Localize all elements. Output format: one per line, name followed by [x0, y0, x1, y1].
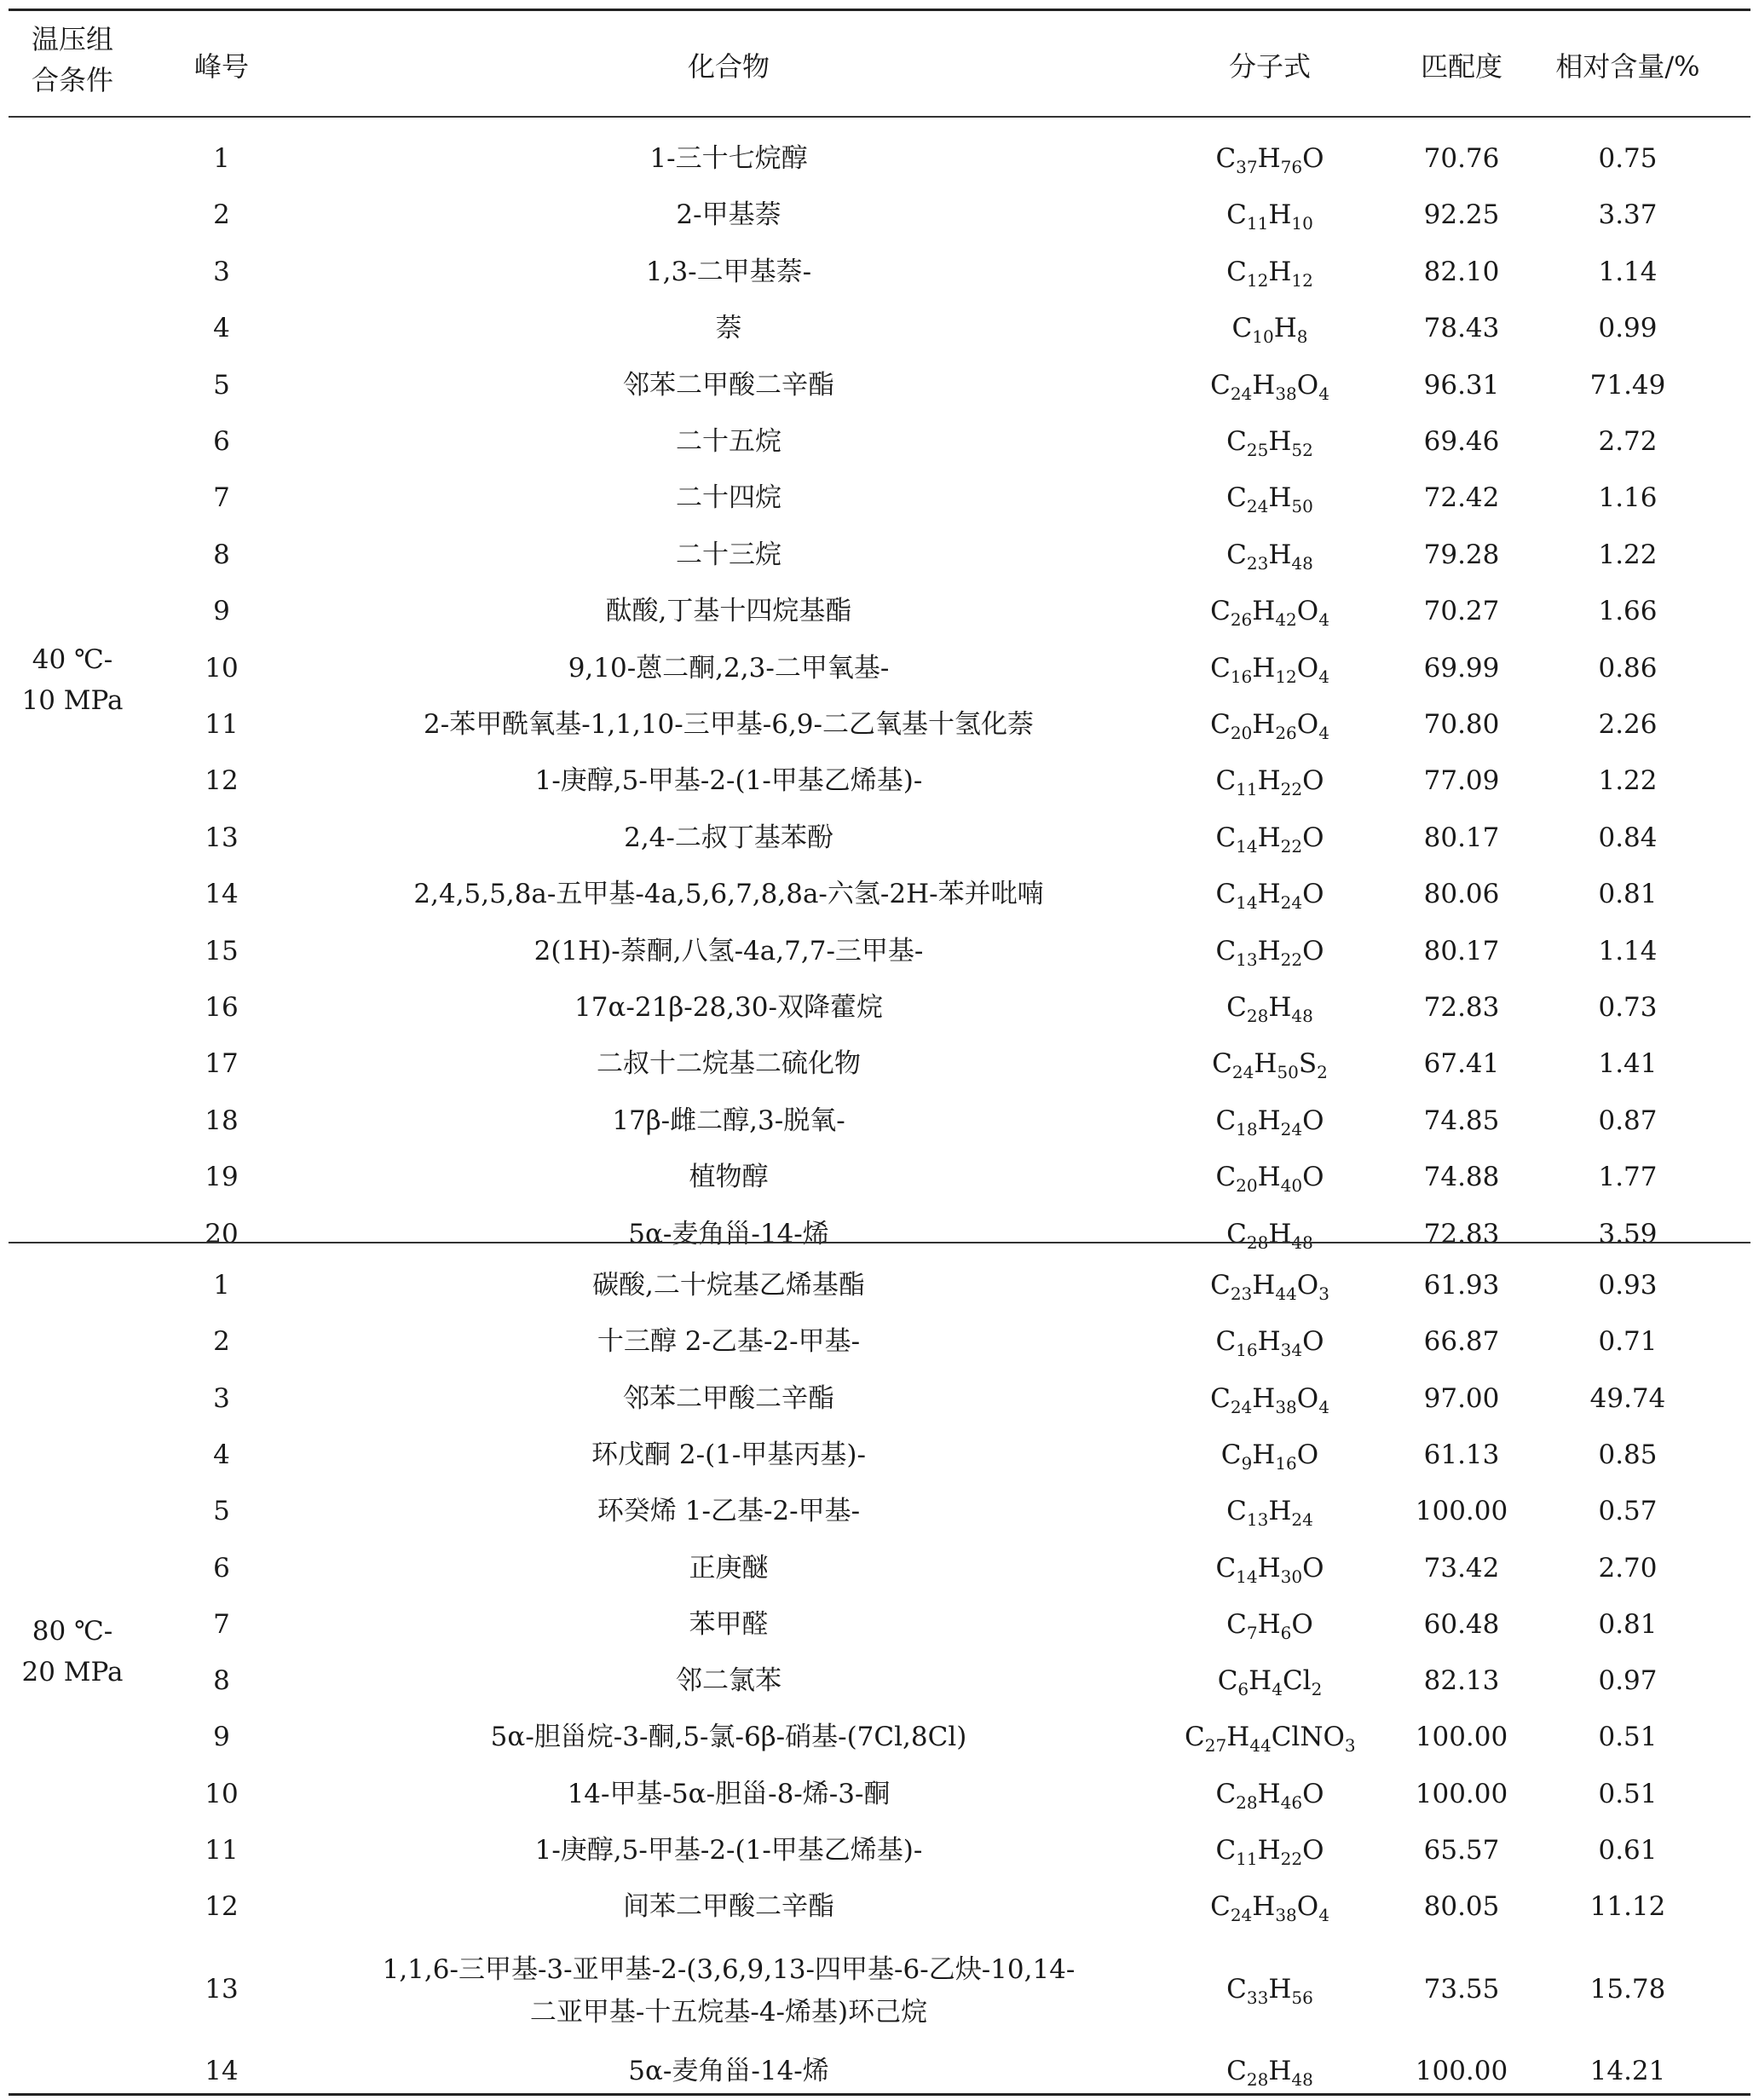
match-score: 82.10: [1423, 257, 1500, 287]
compound-name: 17α-21β-28,30-双降藿烷: [574, 992, 883, 1023]
peak-number: 13: [205, 1974, 239, 2005]
peak-number: 9: [213, 1722, 230, 1752]
match-score: 80.05: [1423, 1891, 1500, 1922]
compound-name: 二十五烷: [676, 426, 781, 457]
relative-content: 0.73: [1598, 992, 1658, 1023]
match-score: 72.83: [1423, 992, 1500, 1023]
peak-number: 10: [205, 653, 239, 684]
match-score: 100.00: [1415, 1779, 1508, 1809]
peak-number: 2: [213, 199, 230, 230]
bottom-rule: [9, 2093, 1750, 2096]
molecular-formula: $C_{18}H_{24}O$: [1215, 1105, 1324, 1139]
compound-name: 碳酸,二十烷基乙烯基酯: [592, 1270, 865, 1301]
header-formula: 分子式: [1228, 50, 1311, 83]
peak-number: 12: [205, 765, 239, 796]
relative-content: 49.74: [1589, 1383, 1666, 1414]
match-score: 92.25: [1423, 199, 1500, 230]
header-compound: 化合物: [687, 50, 770, 83]
compound-name: 14-甲基-5α-胆甾-8-烯-3-酮: [567, 1779, 891, 1809]
molecular-formula: $C_{28}H_{46}O$: [1215, 1779, 1324, 1813]
relative-content: 0.71: [1598, 1326, 1658, 1357]
relative-content: 3.59: [1598, 1219, 1658, 1249]
match-score: 96.31: [1423, 370, 1500, 401]
peak-number: 5: [213, 370, 230, 401]
match-score: 78.43: [1423, 313, 1500, 343]
relative-content: 0.61: [1598, 1835, 1658, 1866]
match-score: 74.85: [1423, 1105, 1500, 1136]
relative-content: 11.12: [1589, 1891, 1666, 1922]
peak-number: 6: [213, 1553, 230, 1584]
peak-number: 2: [213, 1326, 230, 1357]
peak-number: 1: [213, 1270, 230, 1301]
match-score: 70.27: [1423, 596, 1500, 626]
peak-number: 3: [213, 257, 230, 287]
peak-number: 8: [213, 539, 230, 570]
molecular-formula: $C_6H_4Cl_2$: [1217, 1665, 1323, 1699]
match-score: 70.80: [1423, 709, 1500, 740]
peak-number: 14: [205, 879, 239, 909]
molecular-formula: $C_{10}H_8$: [1231, 313, 1308, 347]
compound-name: 1,1,6-三甲基-3-亚甲基-2-(3,6,9,13-四甲基-6-乙炔-10,14- 二亚甲基-十五烷基-4-烯基)环己烷: [382, 1954, 1076, 2028]
compound-name: 萘: [715, 313, 742, 343]
peak-number: 19: [205, 1162, 239, 1192]
peak-number: 1: [213, 143, 230, 174]
peak-number: 11: [205, 1835, 239, 1866]
peak-number: 11: [205, 709, 239, 740]
molecular-formula: $C_{20}H_{26}O_4$: [1210, 709, 1329, 743]
molecular-formula: $C_{11}H_{10}$: [1226, 199, 1313, 234]
compound-name: 5α-麦角甾-14-烯: [628, 1219, 829, 1249]
header-peak: 峰号: [193, 50, 249, 83]
molecular-formula: $C_{28}H_{48}$: [1226, 992, 1313, 1026]
match-score: 69.99: [1423, 653, 1500, 684]
compound-name: 二十三烷: [676, 539, 781, 570]
compound-name: 二十四烷: [676, 482, 781, 513]
molecular-formula: $C_{20}H_{40}O$: [1215, 1162, 1324, 1196]
relative-content: 0.51: [1598, 1722, 1658, 1752]
peak-number: 7: [213, 1609, 230, 1640]
match-score: 80.17: [1423, 822, 1500, 853]
match-score: 100.00: [1415, 1722, 1508, 1752]
top-rule: [9, 9, 1750, 11]
compound-name: 邻二氯苯: [676, 1665, 781, 1696]
molecular-formula: $C_{13}H_{24}$: [1226, 1496, 1313, 1530]
match-score: 72.83: [1423, 1219, 1500, 1249]
peak-number: 3: [213, 1383, 230, 1414]
molecular-formula: $C_{24}H_{50}S_2$: [1212, 1048, 1328, 1082]
match-score: 100.00: [1415, 1496, 1508, 1526]
molecular-formula: $C_{11}H_{22}O$: [1215, 1835, 1324, 1869]
compound-name: 2,4-二叔丁基苯酚: [624, 822, 833, 853]
compound-name: 邻苯二甲酸二辛酯: [623, 370, 834, 401]
compound-name: 2,4,5,5,8a-五甲基-4a,5,6,7,8,8a-六氢-2H-苯并吡喃: [413, 879, 1044, 909]
peak-number: 9: [213, 596, 230, 626]
molecular-formula: $C_{16}H_{34}O$: [1215, 1326, 1324, 1360]
compound-name: 间苯二甲酸二辛酯: [623, 1891, 834, 1922]
molecular-formula: $C_{27}H_{44}ClNO_3$: [1185, 1722, 1356, 1756]
match-score: 82.13: [1423, 1665, 1500, 1696]
compound-name: 1-庚醇,5-甲基-2-(1-甲基乙烯基)-: [534, 765, 923, 796]
peak-number: 18: [205, 1105, 239, 1136]
match-score: 61.13: [1423, 1439, 1500, 1470]
molecular-formula: $C_{24}H_{50}$: [1226, 482, 1313, 516]
molecular-formula: $C_{14}H_{24}O$: [1215, 879, 1324, 913]
relative-content: 0.75: [1598, 143, 1658, 174]
header-condition: 温压组 合条件: [31, 23, 113, 96]
compound-name: 2-苯甲酰氧基-1,1,10-三甲基-6,9-二乙氧基十氢化萘: [424, 709, 1034, 740]
condition-label: 80 ℃- 20 MPa: [21, 1616, 124, 1688]
molecular-formula: $C_{13}H_{22}O$: [1215, 936, 1324, 970]
compound-name: 5α-麦角甾-14-烯: [628, 2056, 829, 2086]
relative-content: 0.85: [1598, 1439, 1658, 1470]
peak-number: 15: [205, 936, 239, 966]
match-score: 60.48: [1423, 1609, 1500, 1640]
relative-content: 0.86: [1598, 653, 1658, 684]
match-score: 80.17: [1423, 936, 1500, 966]
match-score: 69.46: [1423, 426, 1500, 457]
relative-content: 1.14: [1598, 257, 1658, 287]
compound-name: 酞酸,丁基十四烷基酯: [605, 596, 852, 626]
match-score: 73.42: [1423, 1553, 1500, 1584]
peak-number: 14: [205, 2056, 239, 2086]
molecular-formula: $C_{28}H_{48}$: [1226, 2056, 1313, 2090]
relative-content: 0.81: [1598, 879, 1658, 909]
relative-content: 0.57: [1598, 1496, 1658, 1526]
molecular-formula: $C_7H_6O$: [1226, 1609, 1313, 1643]
match-score: 73.55: [1423, 1974, 1500, 2005]
match-score: 66.87: [1423, 1326, 1500, 1357]
molecular-formula: $C_{11}H_{22}O$: [1215, 765, 1324, 799]
compound-name: 正庚醚: [689, 1553, 769, 1584]
peak-number: 6: [213, 426, 230, 457]
compound-name: 2(1H)-萘酮,八氢-4a,7,7-三甲基-: [533, 936, 924, 966]
compound-name: 5α-胆甾烷-3-酮,5-氯-6β-硝基-(7Cl,8Cl): [490, 1722, 967, 1752]
molecular-formula: $C_{24}H_{38}O_4$: [1210, 370, 1329, 404]
relative-content: 2.72: [1598, 426, 1658, 457]
peak-number: 7: [213, 482, 230, 513]
peak-number: 4: [213, 1439, 230, 1470]
molecular-formula: $C_{26}H_{42}O_4$: [1210, 596, 1329, 630]
compound-name: 17β-雌二醇,3-脱氧-: [612, 1105, 845, 1136]
relative-content: 0.81: [1598, 1609, 1658, 1640]
molecular-formula: $C_9H_{16}O$: [1220, 1439, 1319, 1474]
relative-content: 0.51: [1598, 1779, 1658, 1809]
group-divider: [9, 1242, 1750, 1243]
match-score: 67.41: [1423, 1048, 1500, 1079]
relative-content: 1.22: [1598, 765, 1658, 796]
molecular-formula: $C_{33}H_{56}$: [1226, 1974, 1313, 2008]
compound-name: 邻苯二甲酸二辛酯: [623, 1383, 834, 1414]
molecular-formula: $C_{37}H_{76}O$: [1215, 143, 1324, 177]
match-score: 70.76: [1423, 143, 1500, 174]
compound-name: 植物醇: [689, 1162, 769, 1192]
relative-content: 1.14: [1598, 936, 1658, 966]
peak-number: 10: [205, 1779, 239, 1809]
match-score: 97.00: [1423, 1383, 1500, 1414]
relative-content: 1.16: [1598, 482, 1658, 513]
header-relative: 相对含量/%: [1555, 50, 1700, 83]
header-rule: [9, 116, 1750, 118]
compound-name: 二叔十二烷基二硫化物: [597, 1048, 861, 1079]
molecular-formula: $C_{28}H_{48}$: [1226, 1219, 1313, 1253]
compound-name: 环癸烯 1-乙基-2-甲基-: [597, 1496, 861, 1526]
relative-content: 1.41: [1598, 1048, 1658, 1079]
molecular-formula: $C_{23}H_{44}O_3$: [1210, 1270, 1329, 1304]
compound-name: 9,10-蒽二酮,2,3-二甲氧基-: [568, 653, 890, 684]
relative-content: 71.49: [1589, 370, 1666, 401]
header-match: 匹配度: [1420, 50, 1502, 83]
molecular-formula: $C_{23}H_{48}$: [1226, 539, 1313, 574]
compound-name: 2-甲基萘: [676, 199, 781, 230]
peak-number: 8: [213, 1665, 230, 1696]
compound-name: 1-三十七烷醇: [649, 143, 808, 174]
peak-number: 16: [205, 992, 239, 1023]
relative-content: 0.93: [1598, 1270, 1658, 1301]
molecular-formula: $C_{16}H_{12}O_4$: [1210, 653, 1329, 687]
peak-number: 12: [205, 1891, 239, 1922]
relative-content: 0.87: [1598, 1105, 1658, 1136]
peak-number: 20: [205, 1219, 239, 1249]
molecular-formula: $C_{12}H_{12}$: [1226, 257, 1313, 291]
match-score: 79.28: [1423, 539, 1500, 570]
molecular-formula: $C_{25}H_{52}$: [1226, 426, 1313, 460]
relative-content: 1.66: [1598, 596, 1658, 626]
molecular-formula: $C_{24}H_{38}O_4$: [1210, 1383, 1329, 1417]
relative-content: 0.99: [1598, 313, 1658, 343]
compound-name: 环戊酮 2-(1-甲基丙基)-: [591, 1439, 866, 1470]
peak-number: 13: [205, 822, 239, 853]
peak-number: 17: [205, 1048, 239, 1079]
molecular-formula: $C_{14}H_{22}O$: [1215, 822, 1324, 857]
relative-content: 2.26: [1598, 709, 1658, 740]
condition-label: 40 ℃- 10 MPa: [21, 644, 124, 716]
relative-content: 2.70: [1598, 1553, 1658, 1584]
relative-content: 0.97: [1598, 1665, 1658, 1696]
match-score: 74.88: [1423, 1162, 1500, 1192]
match-score: 65.57: [1423, 1835, 1500, 1866]
match-score: 61.93: [1423, 1270, 1500, 1301]
compound-name: 1,3-二甲基萘-: [645, 257, 812, 287]
relative-content: 15.78: [1589, 1974, 1666, 2005]
match-score: 72.42: [1423, 482, 1500, 513]
match-score: 100.00: [1415, 2056, 1508, 2086]
peak-number: 5: [213, 1496, 230, 1526]
peak-number: 4: [213, 313, 230, 343]
relative-content: 1.22: [1598, 539, 1658, 570]
compound-name: 十三醇 2-乙基-2-甲基-: [597, 1326, 861, 1357]
compound-name: 苯甲醛: [689, 1609, 769, 1640]
molecular-formula: $C_{24}H_{38}O_4$: [1210, 1891, 1329, 1925]
compound-name: 1-庚醇,5-甲基-2-(1-甲基乙烯基)-: [534, 1835, 923, 1866]
match-score: 80.06: [1423, 879, 1500, 909]
molecular-formula: $C_{14}H_{30}O$: [1215, 1553, 1324, 1587]
relative-content: 3.37: [1598, 199, 1658, 230]
match-score: 77.09: [1423, 765, 1500, 796]
relative-content: 0.84: [1598, 822, 1658, 853]
relative-content: 1.77: [1598, 1162, 1658, 1192]
relative-content: 14.21: [1589, 2056, 1666, 2086]
